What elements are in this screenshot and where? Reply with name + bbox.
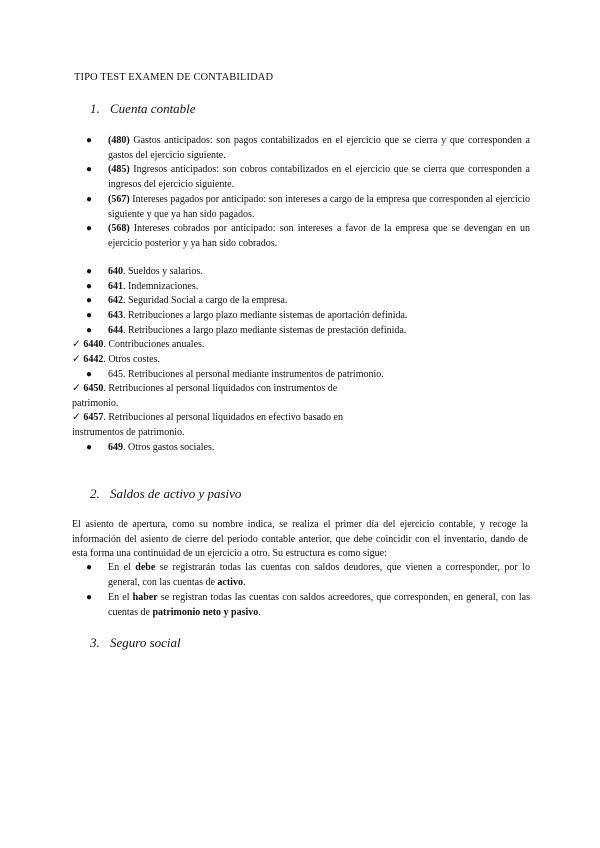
- item-text: . Indemnizaciones.: [123, 281, 199, 292]
- bullet-icon: ●: [86, 325, 93, 336]
- bullet-icon: ●: [86, 562, 93, 573]
- account-code: 642: [108, 295, 123, 306]
- item-text: . Sueldos y salarios.: [123, 266, 203, 277]
- bullet-icon: ●: [86, 310, 93, 321]
- item-text: se registrarán todas las cuentas con saldos deudores, que vienen a corresponder, por lo general, con las cuentas de: [108, 562, 531, 588]
- item-text: . Retribuciones a largo plazo mediante sistemas de aportación definida.: [123, 310, 408, 321]
- bullet-icon: ●: [86, 223, 93, 234]
- bullet-icon: ●: [86, 164, 93, 175]
- bold-term: haber: [132, 592, 158, 603]
- account-code: (567): [108, 194, 130, 205]
- section-number: 3.: [90, 635, 100, 650]
- account-code: 6457: [83, 412, 104, 423]
- account-code: 6440: [83, 339, 104, 350]
- check-item: [72, 338, 402, 353]
- section-number: 2.: [90, 486, 100, 501]
- account-code: 649: [108, 442, 123, 453]
- account-code: 644: [108, 325, 123, 336]
- item-text: .: [258, 606, 261, 618]
- section-number: 1.: [90, 101, 100, 116]
- item-text: 645. Retribuciones al personal mediante instrumentos de patrimonio.: [108, 369, 384, 380]
- section-heading-1: [90, 101, 196, 117]
- account-code: 641: [108, 281, 123, 292]
- item-text: En el: [108, 592, 133, 603]
- bullet-icon: ●: [86, 194, 93, 205]
- bullet-icon: ●: [86, 592, 93, 603]
- account-code: (485): [108, 164, 130, 175]
- section-title: Cuenta contable: [110, 101, 196, 116]
- bullet-icon: ●: [86, 281, 93, 292]
- list-item: [86, 280, 530, 295]
- section-title: Seguro social: [110, 635, 181, 650]
- bullet-icon: ●: [86, 266, 93, 277]
- checkmark-icon: ✓: [72, 354, 81, 365]
- section-title: Saldos de activo y pasivo: [110, 486, 242, 501]
- item-text: Ingresos anticipados: son cobros contabilizados en el ejercicio que se cierra que corresponden a ingresos del ejercicio siguiente.: [108, 164, 530, 190]
- item-text: . Otros gastos sociales.: [123, 442, 215, 453]
- checkmark-icon: ✓: [72, 412, 81, 423]
- list-item: [86, 309, 530, 324]
- checkmark-icon: ✓: [72, 339, 81, 350]
- item-text: . Seguridad Social a cargo de la empresa.: [123, 295, 288, 306]
- document-title: TIPO TEST EXAMEN DE CONTABILIDAD: [74, 72, 274, 83]
- account-code: 6450: [83, 383, 104, 394]
- bullet-icon: ●: [86, 295, 93, 306]
- item-text: Intereses cobrados por anticipado: son intereses a favor de la empresa que se devengan en un ejercicio posterior y ya han sido cobrados.: [108, 223, 530, 249]
- checkmark-icon: ✓: [72, 383, 81, 394]
- bullet-icon: ●: [86, 135, 93, 146]
- list-item: [86, 163, 530, 192]
- bold-term: patrimonio neto y pasivo: [152, 606, 259, 618]
- list-item: [86, 441, 530, 456]
- list-item: [86, 222, 530, 251]
- section-heading-2: [90, 486, 241, 502]
- bullet-icon: ●: [86, 369, 93, 380]
- check-item: [72, 353, 402, 368]
- list-item: [86, 265, 530, 280]
- bold-term: activo: [217, 576, 243, 588]
- item-text: . Otros costes.: [103, 354, 160, 365]
- item-text: Intereses pagados por anticipado: son intereses a cargo de la empresa que corresponden al ejercicio siguiente y que ya han sido pagados.: [108, 194, 530, 220]
- account-code: (568): [108, 223, 130, 234]
- section-heading-3: [90, 635, 181, 651]
- item-text: Gastos anticipados: son pagos contabilizados en el ejercicio que se cierra y que corresponden a gastos del ejercicio siguiente.: [108, 135, 530, 161]
- item-text: se registran todas las cuentas con saldos acreedores, que corresponden, en general, con las cuentas de: [108, 592, 530, 618]
- item-text: En el: [108, 562, 136, 573]
- account-code: 640: [108, 266, 123, 277]
- item-text: . Retribuciones a largo plazo mediante sistemas de prestación definida.: [123, 325, 407, 336]
- check-item: [72, 411, 382, 440]
- account-code: (480): [108, 135, 130, 146]
- item-text: . Retribuciones al personal liquidados con instrumentos de patrimonio.: [72, 383, 338, 409]
- bold-term: debe: [135, 562, 156, 573]
- list-item: [86, 591, 530, 620]
- list-item: [86, 324, 530, 339]
- list-item: [86, 561, 530, 590]
- list-item: [86, 134, 530, 163]
- item-text: . Contribuciones anuales.: [103, 339, 205, 350]
- bullet-icon: ●: [86, 442, 93, 453]
- list-item: [86, 193, 530, 222]
- list-item: [86, 368, 530, 383]
- list-item: [86, 294, 530, 309]
- intro-paragraph: El asiento de apertura, como su nombre indica, se realiza el primer día del ejercicio contable, y recoge la información del asiento de cierre del periodo contable anterior, que debe coincidir con el inventario, dando de esta forma una continuidad de un ejercicio a otro. Su estructura es como sigue:: [72, 519, 528, 560]
- account-code: 6442: [83, 354, 104, 365]
- account-code: 643: [108, 310, 123, 321]
- item-text: .: [242, 576, 246, 588]
- item-text: . Retribuciones al personal liquidados en efectivo basado en instrumentos de patrimonio.: [72, 412, 343, 438]
- check-item: [72, 382, 372, 411]
